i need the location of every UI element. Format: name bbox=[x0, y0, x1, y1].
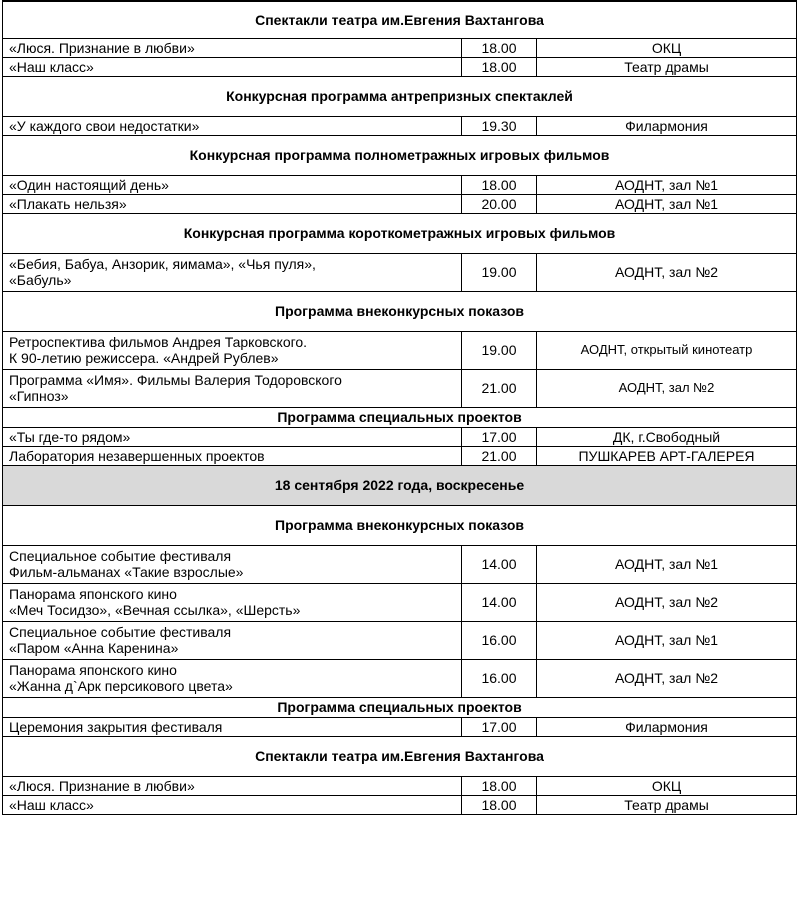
section-title: Программа внеконкурсных показов bbox=[3, 291, 797, 331]
event-time: 18.00 bbox=[462, 776, 537, 795]
schedule-sheet bbox=[2, 0, 796, 815]
event-time: 19.00 bbox=[462, 253, 537, 291]
event-title bbox=[3, 583, 462, 621]
table-row bbox=[3, 545, 797, 583]
schedule-table bbox=[2, 0, 797, 815]
section-title: Спектакли театра им.Евгения Вахтангова bbox=[3, 736, 797, 776]
section-header-row bbox=[3, 291, 797, 331]
event-title bbox=[3, 776, 462, 795]
day-header-row bbox=[3, 465, 797, 505]
event-venue: ДК, г.Свободный bbox=[537, 427, 797, 446]
event-title-line: «Паром «Анна Каренина» bbox=[9, 640, 179, 656]
event-time: 17.00 bbox=[462, 717, 537, 736]
table-row bbox=[3, 369, 797, 407]
table-row bbox=[3, 621, 797, 659]
event-title-line: «Люся. Признание в любви» bbox=[9, 777, 195, 794]
event-title-line: Ретроспектива фильмов Андрея Тарковского. bbox=[9, 334, 308, 350]
event-venue: АОДНТ, зал №2 bbox=[537, 659, 797, 697]
event-venue: Филармония bbox=[537, 116, 797, 135]
event-time: 14.00 bbox=[462, 583, 537, 621]
event-title-line: «Меч Тосидзо», «Вечная ссылка», «Шерсть» bbox=[9, 602, 301, 618]
table-row bbox=[3, 659, 797, 697]
event-venue: АОДНТ, зал №1 bbox=[537, 545, 797, 583]
event-title-line: «Бабуль» bbox=[9, 272, 72, 288]
event-title bbox=[3, 57, 462, 76]
section-title: Спектакли театра им.Евгения Вахтангова bbox=[3, 1, 797, 38]
event-title bbox=[3, 659, 462, 697]
event-title-line: «Гипноз» bbox=[9, 388, 69, 404]
table-row bbox=[3, 717, 797, 736]
event-title-line: «Плакать нельзя» bbox=[9, 195, 127, 212]
event-venue: Театр драмы bbox=[537, 795, 797, 814]
event-time: 19.30 bbox=[462, 116, 537, 135]
event-title-line: «Бебия, Бабуа, Анзорик, яимама», «Чья пуля», bbox=[9, 256, 316, 272]
event-title-line: Фильм-альманах «Такие взрослые» bbox=[9, 564, 244, 580]
event-time: 16.00 bbox=[462, 659, 537, 697]
event-time: 21.00 bbox=[462, 446, 537, 465]
section-header-row bbox=[3, 76, 797, 116]
event-title bbox=[3, 253, 462, 291]
event-title-line: «Люся. Признание в любви» bbox=[9, 39, 195, 56]
event-venue: Театр драмы bbox=[537, 57, 797, 76]
event-title-line: «У каждого свои недостатки» bbox=[9, 117, 200, 134]
section-header-row bbox=[3, 697, 797, 717]
event-venue: АОДНТ, зал №2 bbox=[537, 583, 797, 621]
event-title bbox=[3, 331, 462, 369]
table-row bbox=[3, 175, 797, 194]
event-venue: ОКЦ bbox=[537, 776, 797, 795]
section-title: Конкурсная программа антрепризных спектаклей bbox=[3, 76, 797, 116]
event-title-line: «Один настоящий день» bbox=[9, 176, 169, 193]
section-header-row bbox=[3, 736, 797, 776]
event-title bbox=[3, 427, 462, 446]
event-title-line: «Наш класс» bbox=[9, 58, 94, 75]
section-title: Программа специальных проектов bbox=[3, 407, 797, 427]
section-header-row bbox=[3, 1, 797, 38]
event-venue: АОДНТ, зал №1 bbox=[537, 175, 797, 194]
event-venue: АОДНТ, зал №2 bbox=[537, 369, 797, 407]
event-title-line: Лаборатория незавершенных проектов bbox=[9, 447, 265, 464]
event-title bbox=[3, 369, 462, 407]
table-row bbox=[3, 331, 797, 369]
event-time: 21.00 bbox=[462, 369, 537, 407]
section-header-row bbox=[3, 505, 797, 545]
section-title: Конкурсная программа полнометражных игровых фильмов bbox=[3, 135, 797, 175]
event-time: 18.00 bbox=[462, 175, 537, 194]
event-title bbox=[3, 175, 462, 194]
table-row bbox=[3, 38, 797, 57]
event-venue: ПУШКАРЕВ АРТ-ГАЛЕРЕЯ bbox=[537, 446, 797, 465]
event-venue: АОДНТ, зал №1 bbox=[537, 621, 797, 659]
event-title bbox=[3, 446, 462, 465]
event-title-line: Программа «Имя». Фильмы Валерия Тодоровского bbox=[9, 372, 342, 388]
event-title-line: Церемония закрытия фестиваля bbox=[9, 718, 223, 735]
section-header-row bbox=[3, 135, 797, 175]
event-time: 14.00 bbox=[462, 545, 537, 583]
event-title-line: Специальное событие фестиваля bbox=[9, 548, 232, 564]
event-title-line: Панорама японского кино bbox=[9, 662, 177, 678]
section-header-row bbox=[3, 213, 797, 253]
event-title bbox=[3, 116, 462, 135]
event-title-line: К 90-летию режиссера. «Андрей Рублев» bbox=[9, 350, 279, 366]
event-title-line: Панорама японского кино bbox=[9, 586, 177, 602]
event-time: 18.00 bbox=[462, 795, 537, 814]
table-row bbox=[3, 583, 797, 621]
table-row bbox=[3, 253, 797, 291]
event-title bbox=[3, 545, 462, 583]
table-row bbox=[3, 795, 797, 814]
event-time: 17.00 bbox=[462, 427, 537, 446]
event-time: 18.00 bbox=[462, 38, 537, 57]
table-row bbox=[3, 776, 797, 795]
event-venue: АОДНТ, зал №2 bbox=[537, 253, 797, 291]
event-time: 16.00 bbox=[462, 621, 537, 659]
table-row bbox=[3, 427, 797, 446]
event-time: 19.00 bbox=[462, 331, 537, 369]
event-title bbox=[3, 621, 462, 659]
section-title: Конкурсная программа короткометражных игровых фильмов bbox=[3, 213, 797, 253]
table-row bbox=[3, 57, 797, 76]
event-title-line: «Наш класс» bbox=[9, 796, 94, 813]
table-row bbox=[3, 194, 797, 213]
event-title-line: «Ты где-то рядом» bbox=[9, 428, 131, 445]
event-title-line: Специальное событие фестиваля bbox=[9, 624, 232, 640]
event-venue: АОДНТ, зал №1 bbox=[537, 194, 797, 213]
event-venue: АОДНТ, открытый кинотеатр bbox=[537, 331, 797, 369]
event-time: 20.00 bbox=[462, 194, 537, 213]
table-row bbox=[3, 116, 797, 135]
section-header-row bbox=[3, 407, 797, 427]
event-venue: Филармония bbox=[537, 717, 797, 736]
event-title bbox=[3, 795, 462, 814]
day-title: 18 сентября 2022 года, воскресенье bbox=[3, 465, 797, 505]
event-title bbox=[3, 194, 462, 213]
event-title bbox=[3, 38, 462, 57]
section-title: Программа внеконкурсных показов bbox=[3, 505, 797, 545]
event-title-line: «Жанна д`Арк персикового цвета» bbox=[9, 678, 233, 694]
event-title bbox=[3, 717, 462, 736]
event-time: 18.00 bbox=[462, 57, 537, 76]
table-row bbox=[3, 446, 797, 465]
section-title: Программа специальных проектов bbox=[3, 697, 797, 717]
event-venue: ОКЦ bbox=[537, 38, 797, 57]
